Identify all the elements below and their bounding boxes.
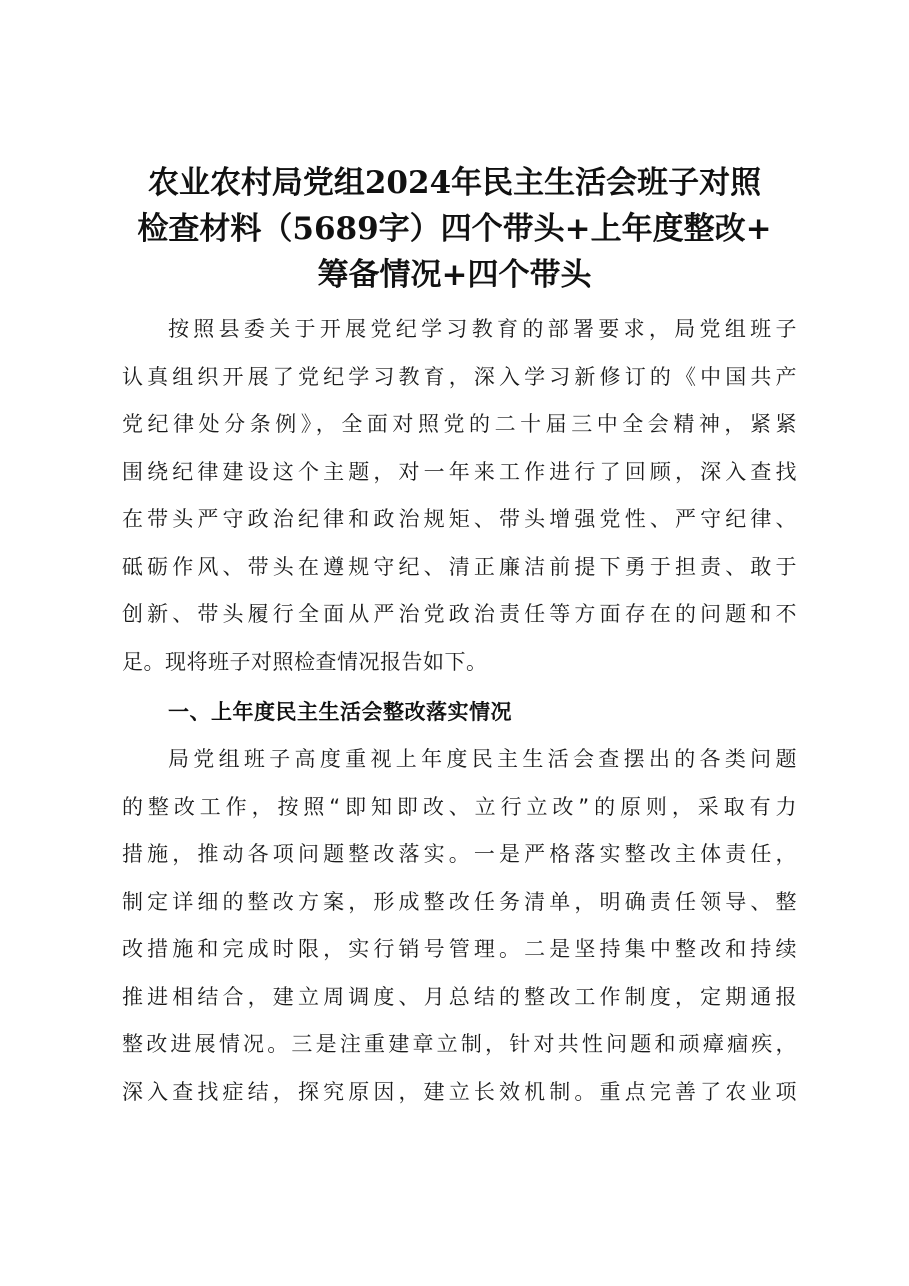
title-line-3: 筹备情况+四个带头 [317, 257, 592, 293]
section-line: 局党组班子高度重视上年度民主生活会查摆出的各类问题 [168, 747, 797, 771]
section-heading: 一、上年度民主生活会整改落实情况 [168, 700, 512, 724]
section-line: 整改进展情况。三是注重建章立制，针对共性问题和顽瘴痼疾， [122, 1032, 797, 1056]
intro-line: 按照县委关于开展党纪学习教育的部署要求，局党组班子 [168, 317, 797, 341]
section-line: 制定详细的整改方案，形成整改任务清单，明确责任领导、整 [122, 889, 797, 914]
title-line-1: 农业农村局党组2024年民主生活会班子对照 [147, 165, 762, 201]
intro-line: 党纪律处分条例》，全面对照党的二十届三中全会精神，紧紧 [122, 412, 797, 436]
intro-line: 足。现将班子对照检查情况报告如下。 [122, 649, 488, 674]
intro-line: 在带头严守政治纪律和政治规矩、带头增强党性、严守纪律、 [122, 507, 797, 531]
intro-line: 认真组织开展了党纪学习教育，深入学习新修订的《中国共产 [122, 364, 797, 389]
section-line: 的整改工作，按照“即知即改、立行立改”的原则，采取有力 [122, 794, 797, 819]
title-line-2: 检查材料（5689字）四个带头+上年度整改+ [137, 211, 772, 247]
intro-line: 创新、带头履行全面从严治党政治责任等方面存在的问题和不 [122, 602, 797, 626]
section-line: 改措施和完成时限，实行销号管理。二是坚持集中整改和持续 [122, 937, 797, 961]
intro-paragraph [122, 306, 797, 686]
section-line: 深入查找症结，探究原因，建立长效机制。重点完善了农业项 [122, 1079, 797, 1104]
intro-line: 围绕纪律建设这个主题，对一年来工作进行了回顾，深入查找 [122, 459, 797, 484]
section-line: 措施，推动各项问题整改落实。一是严格落实整改主体责任， [122, 842, 797, 866]
section-paragraph [122, 736, 797, 1116]
intro-line: 砥砺作风、带头在遵规守纪、清正廉洁前提下勇于担责、敢于 [122, 554, 797, 579]
section-line: 推进相结合，建立周调度、月总结的整改工作制度，定期通报 [122, 984, 797, 1009]
document-title [96, 160, 813, 298]
